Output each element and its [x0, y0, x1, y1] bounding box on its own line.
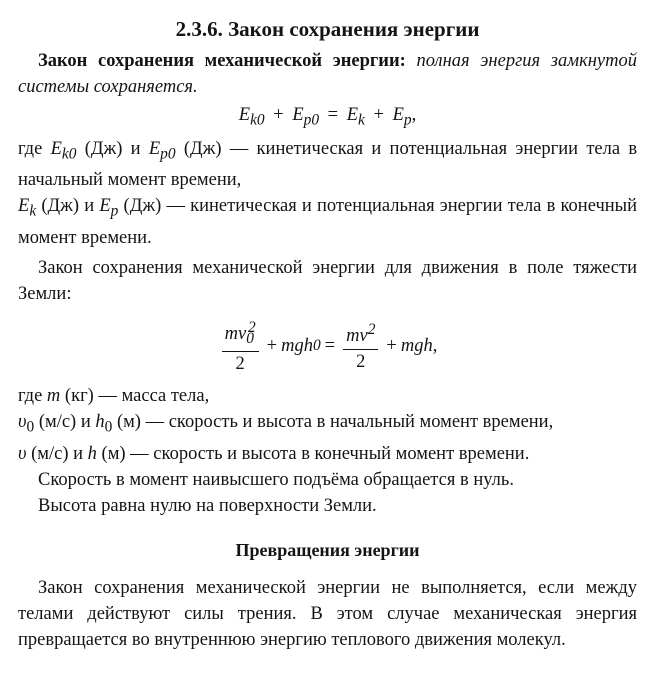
formula-symbol: E: [292, 105, 304, 125]
symbol-subscript: p: [110, 203, 119, 221]
symbol-subscript: 0: [104, 418, 113, 436]
potential-term: mgh: [400, 336, 433, 357]
numerator-text: mv: [346, 326, 368, 347]
formula-symbol: E: [392, 105, 404, 125]
symbol: υ: [18, 443, 27, 464]
definition-text: (кг) — масса тела,: [64, 386, 210, 407]
fraction-kinetic-initial: [222, 316, 259, 377]
unit-text: (м/с) и: [38, 412, 91, 433]
formula-operator: +: [373, 105, 384, 125]
symbol-subscript: k0: [61, 145, 77, 163]
fraction-kinetic-final: [343, 318, 378, 373]
unit-text: (Дж) и: [41, 196, 95, 217]
formula-subscript: p: [403, 111, 412, 129]
symbol: E: [148, 138, 161, 159]
term-subscript: 0: [312, 337, 321, 355]
formula-punctuation: ,: [411, 105, 417, 125]
definition-final-energies: [18, 193, 637, 251]
symbol-subscript: p0: [160, 145, 176, 163]
definition-final-speed-height: [18, 441, 637, 467]
definition-text: (м) — скорость и высота в конечный момент времени.: [101, 443, 530, 464]
numerator-subscript: 0: [246, 330, 254, 348]
symbol: h: [87, 443, 97, 464]
formula-symbol: E: [238, 105, 251, 125]
definition-text: (Дж) — кинетическая и потенциальная энергии тела в начальный момент времени,: [18, 138, 638, 191]
definition-text: (Дж) — кинетическая и потенциальная энергии тела в конечный момент времени.: [18, 196, 637, 249]
fraction-numerator: [343, 318, 378, 349]
gravity-intro-paragraph: Закон сохранения механической энергии для движения в поле тяжести Земли:: [18, 258, 637, 305]
formula-symbol: E: [346, 105, 359, 125]
symbol: m: [46, 386, 61, 407]
note-ground-height: Высота равна нулю на поверхности Земли.: [38, 495, 377, 516]
definition-text: (м) — скорость и высота в начальный момент времени,: [116, 412, 554, 433]
symbol: h: [95, 412, 105, 433]
formula-punctuation: ,: [432, 336, 438, 357]
gravity-energy-formula: [18, 315, 637, 377]
formula-subscript: k0: [250, 111, 265, 129]
fraction-denominator: 2: [235, 354, 245, 375]
symbol: E: [18, 196, 30, 217]
formula-operator: =: [324, 336, 336, 357]
definition-prefix: где: [18, 138, 43, 159]
numerator-superscript: 2: [367, 321, 376, 339]
unit-text: (Дж) и: [84, 138, 141, 159]
subsection-paragraph: Закон сохранения механической энергии не выполняется, если между телами действуют силы трения. В этом случае механическая энергия превращается во внутреннюю энергию теплового движения молекул.: [18, 577, 637, 650]
formula-operator: =: [327, 105, 339, 125]
numerator-text: mv: [224, 323, 247, 344]
definition-prefix: где: [18, 386, 43, 407]
symbol-subscript: 0: [26, 418, 35, 436]
numerator-superscript: 2: [247, 318, 256, 336]
fraction-numerator: [222, 316, 259, 353]
note-top-speed: Скорость в момент наивысшего подъёма обращается в нуль.: [38, 469, 514, 490]
energy-conservation-formula: [18, 102, 637, 134]
symbol: E: [99, 196, 111, 217]
potential-term: mgh: [281, 336, 313, 357]
unit-text: (м/с) и: [31, 443, 84, 464]
law-paragraph: [18, 48, 637, 100]
definition-initial-energies: [18, 136, 637, 194]
formula-subscript: k: [358, 111, 365, 129]
law-name: Закон сохранения механической энергии:: [38, 51, 406, 71]
formula-operator: +: [273, 105, 284, 125]
law-statement: полная энергия замкнутой системы сохраняется.: [18, 51, 637, 97]
symbol-subscript: k: [29, 203, 37, 221]
section-title: 2.3.6. Закон сохранения энергии: [175, 17, 480, 41]
symbol: υ: [18, 412, 27, 433]
formula-subscript: p0: [303, 111, 320, 129]
fraction-denominator: 2: [356, 351, 366, 372]
formula-operator: +: [266, 336, 278, 357]
definition-initial-speed-height: [18, 409, 637, 441]
subsection-title: Превращения энергии: [235, 539, 420, 560]
symbol: E: [50, 138, 62, 159]
formula-operator: +: [386, 336, 397, 357]
definition-mass: [18, 383, 637, 409]
